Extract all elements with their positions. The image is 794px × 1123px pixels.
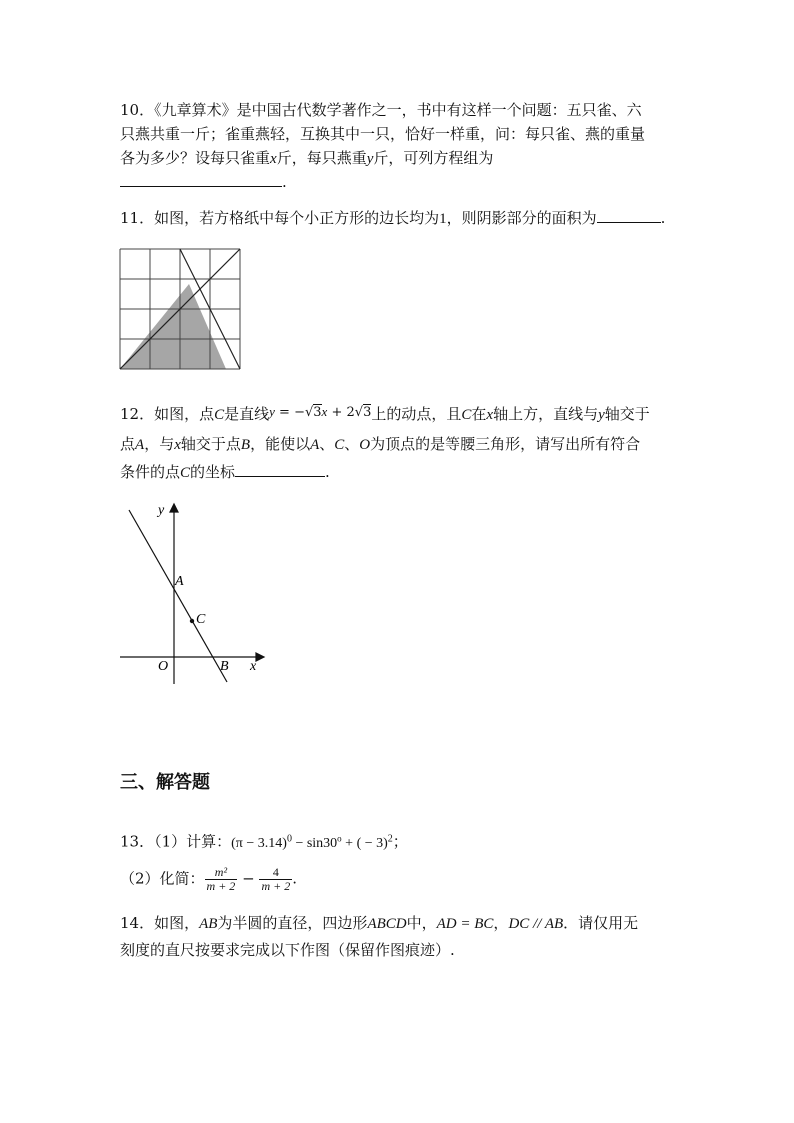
q13-text: 13．（1）计算： — [120, 832, 232, 851]
q13-f2-num: 4 — [259, 866, 292, 880]
q12-text: 12．如图，点 — [120, 405, 215, 423]
q12-x-axis-name: x — [486, 407, 494, 423]
q12-text: ，能使以 — [250, 435, 311, 453]
q13-text: （2）化简： — [120, 869, 205, 888]
q10-line3-a: 各为多少？设每只雀重 — [120, 149, 271, 167]
label-a: A — [175, 574, 184, 589]
q12-eq-x: x — [321, 404, 328, 419]
q12-y-axis-name: y — [598, 407, 605, 423]
q12-text: 轴上方，直线与 — [493, 405, 599, 423]
q12-line3 — [120, 462, 330, 483]
q12-point-a: A — [310, 437, 320, 453]
q11-answer-blank[interactable] — [597, 208, 661, 223]
q13-f2-den: m + 2 — [261, 879, 291, 893]
q12-eq-y: y — [269, 404, 275, 419]
line-ab — [129, 510, 227, 682]
q13-minus: − — [242, 869, 255, 888]
q12-eq-plus: + 2 — [331, 405, 355, 420]
q14-abcd: ABCD — [367, 916, 407, 932]
q12-point-c: C — [214, 407, 225, 423]
q12-text: 条件的点 — [120, 463, 181, 481]
q12-text: 点 — [120, 435, 136, 453]
q13-fraction-1 — [205, 866, 238, 893]
q10-var-x: x — [270, 151, 277, 167]
q14-line1 — [120, 913, 638, 934]
q12-coordinate-figure — [110, 498, 270, 690]
q13-f1-num: m² — [205, 866, 238, 880]
q11-grid-figure — [119, 248, 244, 372]
q13-f1-den: m + 2 — [206, 879, 236, 893]
q14-line2: 刻度的直尺按要求完成以下作图（保留作图痕迹）. — [120, 941, 455, 959]
q13-semicolon: ； — [392, 832, 408, 851]
q11-end: . — [660, 209, 666, 227]
q13-expr-b: − sin30 — [291, 835, 338, 851]
q10-line3-c: 斤，可列方程组为 — [373, 149, 494, 167]
q10-line2: 只燕共重一斤；雀重燕轻，互换其中一只，恰好一样重，问：每只雀、燕的重量 — [120, 125, 646, 143]
q12-point-o: O — [359, 437, 371, 453]
q10-answer-blank[interactable] — [120, 172, 282, 187]
q12-text: ，与 — [144, 435, 175, 453]
q12-answer-blank[interactable] — [235, 462, 325, 477]
label-o: O — [158, 659, 169, 674]
q13-exp2: 2 — [387, 833, 393, 844]
q12-point-c: C — [180, 465, 191, 481]
q13-exp0: 0 — [286, 833, 292, 844]
q13-fraction-2 — [259, 866, 292, 893]
q13-part2 — [120, 866, 297, 893]
q13-expression — [231, 833, 393, 851]
q12-equation — [269, 405, 371, 420]
label-c: C — [196, 612, 206, 627]
q11-text-b: ，则阴影部分的面积为 — [446, 209, 597, 227]
q12-point-c: C — [461, 407, 472, 423]
q10-line3 — [120, 148, 493, 169]
q12-text: 的坐标 — [190, 463, 236, 481]
q13-end: . — [292, 869, 297, 888]
q12-text: 轴交于点 — [180, 435, 241, 453]
q12-text: 为顶点的是等腰三角形，请写出所有符合 — [370, 435, 641, 453]
q11-text-a: 11．如图，若方格纸中每个小正方形的边长均为 — [120, 209, 440, 227]
q14-text: 中， — [406, 914, 437, 932]
q13-part1 — [120, 828, 408, 854]
q12-sqrt-a: 3 — [313, 405, 322, 420]
sqrt-icon: √ — [354, 405, 364, 420]
q13-expr-a: (π − 3.14) — [231, 835, 287, 851]
q14-text: 14．如图， — [120, 914, 200, 932]
section-three-heading: 三、解答题 — [120, 772, 210, 793]
q13-expr-c: + ( − 3) — [341, 835, 388, 851]
q12-sqrt-b: 3 — [363, 405, 372, 420]
q12-line1 — [120, 404, 650, 426]
x-axis-arrow-icon — [256, 653, 264, 661]
q12-text: 轴交于 — [604, 405, 650, 423]
q11-line — [120, 208, 665, 229]
q14-text: ．请仅用无 — [563, 914, 639, 932]
q12-point-b: B — [240, 437, 251, 453]
q10-answer-line — [120, 172, 287, 192]
q12-line2 — [120, 434, 640, 455]
q12-eq-mid: = − — [279, 405, 305, 420]
q14-ab: AB — [199, 916, 218, 932]
q12-point-a: A — [135, 437, 145, 453]
label-y: y — [158, 503, 165, 518]
q10-var-y: y — [366, 151, 374, 167]
q12-text: 是直线 — [224, 405, 270, 423]
q12-text: 上的动点，且 — [371, 405, 462, 423]
q12-x-axis-name: x — [174, 437, 181, 453]
label-b: B — [220, 659, 229, 674]
point-c-dot — [190, 619, 194, 623]
q12-point-c: C — [334, 437, 345, 453]
q10-end: . — [282, 173, 287, 191]
label-x: x — [250, 659, 257, 674]
q12-sep: 、 — [344, 435, 360, 453]
q14-text: 为半圆的直径，四边形 — [217, 914, 368, 932]
q10-line1: 10．《九章算术》是中国古代数学著作之一，书中有这样一个问题：五只雀、六 — [120, 101, 642, 119]
sqrt-icon: √ — [304, 405, 314, 420]
q14-eq2: DC // AB — [508, 916, 564, 932]
q12-end: . — [325, 463, 330, 481]
y-axis-arrow-icon — [170, 504, 178, 512]
q14-eq1: AD = BC — [436, 916, 494, 932]
q11-num-1: 1 — [439, 211, 447, 227]
q12-text: 在 — [471, 405, 487, 423]
q12-sep: 、 — [319, 435, 335, 453]
q10-line3-b: 斤，每只燕重 — [276, 149, 367, 167]
q14-comma: ， — [493, 914, 509, 932]
q13-degree: o — [337, 833, 342, 843]
